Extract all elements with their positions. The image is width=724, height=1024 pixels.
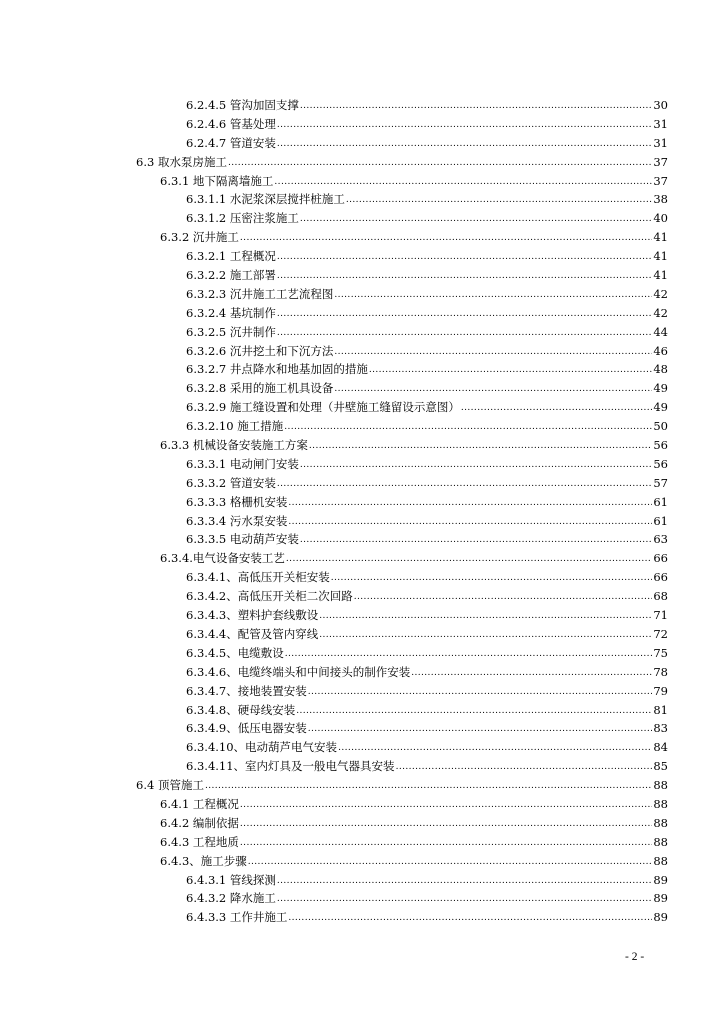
toc-entry-page: 78 [653, 664, 668, 679]
toc-entry-title: 6.4.3.1 管线探测 [186, 872, 276, 887]
toc-entry-title: 6.2.4.6 管基处理 [186, 116, 276, 131]
toc-entry-page: 85 [653, 759, 668, 774]
toc-entry[interactable] [0, 153, 724, 172]
toc-entry-title: 6.2.4.7 管道安装 [186, 135, 276, 150]
toc-leader-dots [277, 870, 652, 891]
toc-entry[interactable] [0, 795, 724, 814]
toc-leader-dots [334, 284, 652, 305]
toc-entry-page: 89 [653, 910, 668, 925]
toc-entry-page: 38 [653, 192, 668, 207]
toc-entry[interactable] [0, 115, 724, 134]
toc-leader-dots [277, 888, 652, 909]
toc-entry-title: 6.3.4.10、电动葫芦电气安装 [186, 740, 338, 755]
toc-leader-dots [240, 227, 652, 248]
toc-entry-page: 46 [653, 343, 668, 358]
toc-entry[interactable] [0, 852, 724, 871]
toc-entry-page: 30 [653, 98, 668, 112]
toc-entry[interactable] [0, 266, 724, 285]
toc-leader-dots [286, 548, 652, 569]
toc-entry-page: 88 [653, 796, 668, 811]
toc-leader-dots [461, 397, 652, 418]
toc-entry-title: 6.3.2.2 施工部署 [186, 268, 276, 283]
toc-entry-title: 6.3.4.6、电缆终端头和中间接头的制作安装 [186, 664, 411, 679]
toc-leader-dots [331, 567, 653, 588]
toc-entry-title: 6.4.3 工程地质 [160, 834, 239, 849]
toc-entry[interactable] [0, 625, 724, 644]
toc-entry-page: 31 [653, 135, 668, 150]
toc-leader-dots [334, 341, 652, 362]
toc-leader-dots [277, 133, 652, 154]
toc-leader-dots [277, 265, 652, 286]
toc-entry-title: 6.3.4.电气设备安装工艺 [160, 551, 285, 566]
toc-entry-page: 83 [653, 721, 668, 736]
toc-leader-dots [274, 171, 652, 192]
toc-entry-page: 88 [653, 834, 668, 849]
toc-entry-title: 6.3.4.3、塑料护套线敷设 [186, 608, 319, 623]
toc-entry-page: 50 [653, 419, 668, 434]
toc-leader-dots [248, 851, 653, 872]
toc-entry-page: 71 [653, 608, 668, 623]
toc-entry-page: 75 [653, 645, 668, 660]
toc-entry-title: 6.4.1 工程概况 [160, 796, 239, 811]
toc-entry[interactable] [0, 436, 724, 455]
toc-entry-title: 6.3.3.4 污水泵安装 [186, 513, 288, 528]
toc-entry[interactable] [0, 134, 724, 153]
toc-entry-page: 40 [653, 211, 668, 226]
toc-entry[interactable] [0, 908, 724, 927]
toc-entry[interactable] [0, 663, 724, 682]
toc-entry[interactable] [0, 682, 724, 701]
toc-entry[interactable] [0, 417, 724, 436]
toc-leader-dots [300, 454, 652, 475]
toc-entry-page: 41 [653, 230, 668, 245]
toc-entry-page: 88 [653, 853, 668, 868]
toc-leader-dots [309, 435, 652, 456]
toc-entry[interactable] [0, 701, 724, 720]
toc-entry[interactable] [0, 889, 724, 908]
toc-leader-dots [334, 378, 652, 399]
toc-entry-page: 49 [653, 381, 668, 396]
toc-entry[interactable] [0, 209, 724, 228]
toc-entry-title: 6.3.2.7 井点降水和地基加固的措施 [186, 362, 368, 377]
toc-entry-title: 6.3.2.6 沉井挖土和下沉方法 [186, 343, 334, 358]
toc-entry[interactable] [0, 530, 724, 549]
toc-entry-page: 42 [653, 286, 668, 301]
toc-entry-title: 6.3.3.5 电动葫芦安装 [186, 532, 299, 547]
toc-leader-dots [300, 208, 652, 229]
toc-entry-title: 6.3 取水泵房施工 [136, 154, 227, 169]
toc-entry[interactable] [0, 190, 724, 209]
toc-entry[interactable] [0, 814, 724, 833]
toc-entry-title: 6.3.4.7、接地装置安装 [186, 683, 307, 698]
toc-entry-page: 44 [653, 324, 668, 339]
toc-entry-page: 57 [653, 475, 668, 490]
toc-entry-title: 6.3.4.4、配管及管内穿线 [186, 626, 319, 641]
toc-leader-dots [411, 662, 652, 683]
toc-entry-title: 6.3.1.2 压密注浆施工 [186, 211, 299, 226]
toc-leader-dots [300, 95, 652, 116]
toc-entry-page: 79 [653, 683, 668, 698]
toc-entry[interactable] [0, 455, 724, 474]
toc-entry-page: 88 [653, 815, 668, 830]
toc-entry[interactable] [0, 606, 724, 625]
toc-entry-page: 63 [653, 532, 668, 547]
toc-leader-dots [277, 114, 652, 135]
toc-entry-title: 6.3.2.5 沉井制作 [186, 324, 276, 339]
toc-entry-page: 41 [653, 249, 668, 264]
toc-entry[interactable] [0, 738, 724, 757]
toc-entry-title: 6.3.4.8、硬母线安装 [186, 702, 296, 717]
toc-entry-title: 6.3.2.9 施工缝设置和处理（井壁施工缝留设示意图） [186, 400, 460, 415]
toc-entry-page: 81 [653, 702, 668, 717]
toc-leader-dots [346, 189, 652, 210]
toc-entry-page: 48 [653, 362, 668, 377]
toc-entry[interactable] [0, 587, 724, 606]
toc-entry[interactable] [0, 398, 724, 417]
toc-leader-dots [240, 813, 652, 834]
toc-entry-page: 68 [653, 589, 668, 604]
toc-entry-title: 6.4.3、施工步骤 [160, 853, 247, 868]
toc-leader-dots [285, 643, 653, 664]
toc-entry-page: 72 [653, 626, 668, 641]
toc-entry-page: 89 [653, 891, 668, 906]
toc-leader-dots [228, 152, 652, 173]
toc-entry-page: 89 [653, 872, 668, 887]
toc-entry-title: 6.3.2.8 采用的施工机具设备 [186, 381, 334, 396]
toc-entry-title: 6.3.4.1、高低压开关柜安装 [186, 570, 330, 585]
toc-entry[interactable] [0, 512, 724, 531]
toc-entry-title: 6.3.4.5、电缆敷设 [186, 645, 284, 660]
toc-leader-dots [205, 775, 652, 796]
toc-entry-title: 6.3.4.11、室内灯具及一般电气器具安装 [186, 759, 395, 774]
toc-entry-page: 66 [653, 551, 668, 566]
toc-entry-page: 66 [653, 570, 668, 585]
toc-entry[interactable] [0, 493, 724, 512]
table-of-contents [0, 96, 724, 927]
toc-entry[interactable] [0, 776, 724, 795]
toc-leader-dots [288, 907, 652, 928]
toc-entry[interactable] [0, 360, 724, 379]
toc-entry[interactable] [0, 379, 724, 398]
toc-entry[interactable] [0, 304, 724, 323]
toc-entry-page: 88 [653, 778, 668, 793]
toc-entry[interactable] [0, 285, 724, 304]
toc-entry-title: 6.4.2 编制依据 [160, 815, 239, 830]
toc-entry-title: 6.3.1.1 水泥浆深层搅拌桩施工 [186, 192, 345, 207]
toc-leader-dots [308, 718, 653, 739]
toc-entry[interactable] [0, 833, 724, 852]
toc-entry[interactable] [0, 719, 724, 738]
toc-entry-page: 41 [653, 268, 668, 283]
toc-entry-title: 6.3.3.3 格栅机安装 [186, 494, 288, 509]
toc-leader-dots [354, 586, 653, 607]
toc-leader-dots [277, 246, 652, 267]
toc-leader-dots [277, 303, 652, 324]
toc-entry-title: 6.3.3.1 电动闸门安装 [186, 456, 299, 471]
toc-leader-dots [338, 737, 652, 758]
toc-entry[interactable] [0, 342, 724, 361]
toc-entry[interactable] [0, 568, 724, 587]
toc-entry-page: 49 [653, 400, 668, 415]
toc-leader-dots [277, 473, 652, 494]
toc-entry-page: 56 [653, 438, 668, 453]
toc-entry[interactable] [0, 96, 724, 115]
toc-leader-dots [284, 416, 652, 437]
toc-entry-title: 6.3.3 机械设备安装施工方案 [160, 438, 308, 453]
toc-entry-page: 56 [653, 456, 668, 471]
toc-entry[interactable] [0, 474, 724, 493]
page-number: - 2 - [625, 951, 645, 963]
toc-entry[interactable] [0, 172, 724, 191]
toc-entry-title: 6.3.2.4 基坑制作 [186, 305, 276, 320]
toc-entry-page: 84 [653, 740, 668, 755]
toc-entry-page: 61 [653, 513, 668, 528]
toc-leader-dots [288, 511, 652, 532]
toc-entry[interactable] [0, 757, 724, 776]
toc-entry-title: 6.3.3.2 管道安装 [186, 475, 276, 490]
toc-leader-dots [240, 794, 652, 815]
toc-leader-dots [319, 605, 652, 626]
toc-leader-dots [300, 529, 652, 550]
toc-entry-page: 37 [653, 173, 668, 188]
toc-entry-page: 61 [653, 494, 668, 509]
toc-entry-title: 6.3.2.3 沉井施工工艺流程图 [186, 286, 334, 301]
toc-entry-title: 6.2.4.5 管沟加固支撑 [186, 98, 299, 112]
toc-entry-page: 31 [653, 116, 668, 131]
toc-leader-dots [369, 359, 652, 380]
toc-entry[interactable] [0, 871, 724, 890]
toc-entry-title: 6.3.1 地下隔离墙施工 [160, 173, 274, 188]
toc-leader-dots [319, 624, 652, 645]
toc-leader-dots [240, 832, 652, 853]
toc-entry[interactable] [0, 644, 724, 663]
toc-entry-title: 6.4.3.3 工作井施工 [186, 910, 288, 925]
toc-entry-title: 6.3.4.2、高低压开关柜二次回路 [186, 589, 353, 604]
toc-entry-page: 37 [653, 154, 668, 169]
toc-leader-dots [296, 700, 652, 721]
toc-leader-dots [277, 322, 652, 343]
toc-leader-dots [308, 681, 653, 702]
toc-leader-dots [288, 492, 652, 513]
toc-leader-dots [396, 756, 653, 777]
toc-entry[interactable] [0, 228, 724, 247]
toc-entry-title: 6.4.3.2 降水施工 [186, 891, 276, 906]
toc-entry-title: 6.3.2 沉井施工 [160, 230, 239, 245]
toc-entry-page: 42 [653, 305, 668, 320]
toc-entry-title: 6.3.2.10 施工措施 [186, 419, 284, 434]
toc-entry-title: 6.3.4.9、低压电器安装 [186, 721, 307, 736]
toc-entry[interactable] [0, 323, 724, 342]
toc-entry-title: 6.4 顶管施工 [136, 778, 204, 793]
toc-entry[interactable] [0, 549, 724, 568]
toc-entry[interactable] [0, 247, 724, 266]
toc-entry-title: 6.3.2.1 工程概况 [186, 249, 276, 264]
